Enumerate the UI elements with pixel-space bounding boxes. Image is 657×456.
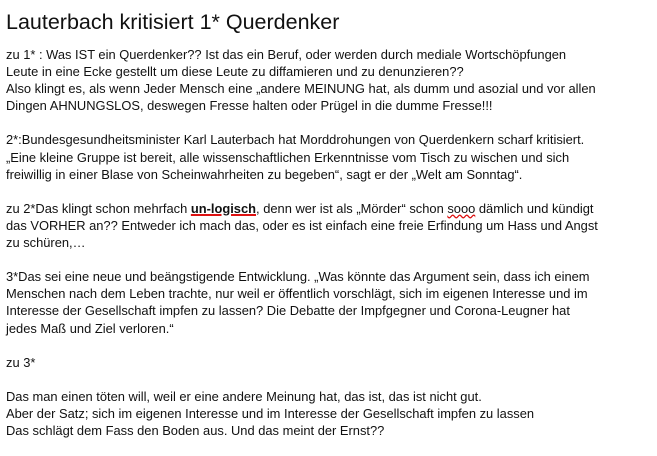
- paragraph-zu-3-heading: [6, 354, 654, 371]
- text-line: Dingen AHNUNGSLOS, deswegen Fresse halten oder Prügel in die dumme Fresse!!!: [6, 98, 493, 114]
- text-line: zu schüren,…: [6, 235, 86, 251]
- text-line: Interesse der Gesellschaft impfen zu lassen? Die Debatte der Impfgegner und Corona-Leugner hat: [6, 303, 570, 319]
- document-body: [6, 46, 654, 456]
- text-segment: dämlich und kündigt: [475, 200, 594, 216]
- text-line: freiwillig in einer Blase von Scheinwahrheiten zu begeben“, sagt er der „Welt am Sonntag“.: [6, 166, 523, 182]
- text-line: Menschen nach dem Leben trachte, nur weil er öffentlich vorschlägt, sich im eigenen Interesse und im: [6, 286, 588, 302]
- paragraph-zu-3: [6, 388, 654, 439]
- text-line: das VORHER an?? Entweder ich mach das, oder es ist einfach eine freie Erfindung um Hass und Angst: [6, 217, 598, 233]
- paragraph-zu-1: [6, 46, 654, 114]
- text-line: Das schlägt dem Fass den Boden aus. Und das meint der Ernst??: [6, 423, 385, 439]
- text-line: jedes Maß und Ziel verloren.“: [6, 320, 174, 336]
- document-title: Lauterbach kritisiert 1* Querdenker: [6, 10, 340, 34]
- text-line: Aber der Satz; sich im eigenen Interesse und im Interesse der Gesellschaft impfen zu lassen: [6, 405, 535, 421]
- text-line: zu 1* : Was IST ein Querdenker?? Ist das ein Beruf, oder werden durch mediale Wortschöpfungen: [6, 47, 567, 62]
- paragraph-3: [6, 268, 654, 336]
- text-line: „Eine kleine Gruppe ist bereit, alle wissenschaftlichen Erkenntnisse vom Tisch zu wischen und sich: [6, 149, 570, 165]
- spellcheck-flagged-word: sooo: [447, 200, 476, 216]
- text-segment: , denn wer ist als „Mörder“ schon: [256, 200, 448, 216]
- text-line: Das man einen töten will, weil er eine andere Meinung hat, das ist, das ist nicht gut.: [6, 388, 482, 404]
- emphasized-word: un-logisch: [190, 200, 257, 216]
- text-line: zu 3*: [6, 354, 36, 370]
- text-line: [6, 200, 654, 217]
- text-line: 3*Das sei eine neue und beängstigende Entwicklung. „Was könnte das Argument sein, dass ich einem: [6, 269, 590, 285]
- paragraph-2: [6, 131, 654, 182]
- paragraph-zu-2: [6, 200, 654, 251]
- text-line: Also klingt es, als wenn Jeder Mensch eine „andere MEINUNG hat, als dumm und asozial und vor allen: [6, 81, 596, 97]
- text-segment: zu 2*Das klingt schon mehrfach: [6, 200, 191, 216]
- text-line: 2*:Bundesgesundheitsminister Karl Lauterbach hat Morddrohungen von Querdenkern scharf kritisiert.: [6, 132, 585, 148]
- text-line: Leute in eine Ecke gestellt um diese Leute zu diffamieren und zu denunzieren??: [6, 64, 464, 80]
